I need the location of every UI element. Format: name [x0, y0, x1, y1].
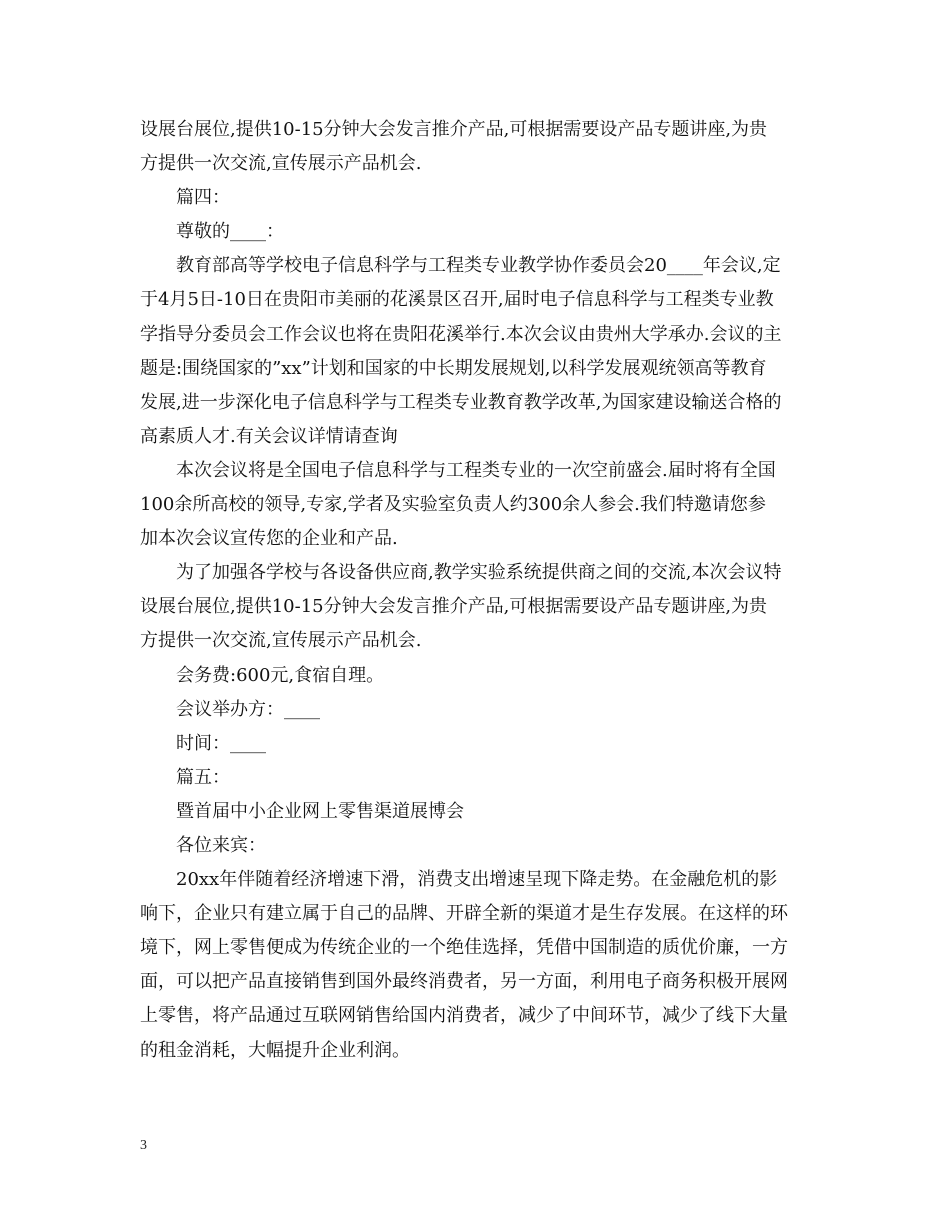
text-line: 的租金消耗，大幅提升企业利润。	[140, 1039, 410, 1061]
text-line: 暨首届中小企业网上零售渠道展博会	[176, 800, 464, 822]
text-line: 方提供一次交流,宣传展示产品机会.	[140, 153, 422, 175]
page-number: 3	[140, 1138, 147, 1153]
text-line: 为了加强各学校与各设备供应商,教学实验系统提供商之间的交流,本次会议特	[176, 562, 782, 584]
text-line: 境下，网上零售便成为传统企业的一个绝佳选择，凭借中国制造的质优价廉，一方	[140, 937, 788, 959]
text-line: 学指导分委员会工作会议也将在贵阳花溪举行.本次会议由贵州大学承办.会议的主	[140, 323, 782, 345]
text-line: 篇五：	[176, 766, 230, 788]
text-line: 面，可以把产品直接销售到国外最终消费者，另一方面，利用电子商务积极开展网	[140, 971, 788, 993]
text-line: 发展,进一步深化电子信息科学与工程类专业教育教学改革,为国家建设输送合格的	[140, 391, 782, 413]
text-line: 高素质人才.有关会议详情请查询	[140, 425, 398, 447]
text-line: 上零售，将产品通过互联网销售给国内消费者，减少了中间环节，减少了线下大量	[140, 1005, 788, 1027]
text-line: 设展台展位,提供10-15分钟大会发言推介产品,可根据需要设产品专题讲座,为贵	[140, 119, 768, 140]
text-line: 会议举办方：____	[176, 698, 320, 720]
text-line: 设展台展位,提供10-15分钟大会发言推介产品,可根据需要设产品专题讲座,为贵	[140, 596, 768, 618]
text-line: 时间：____	[176, 732, 266, 754]
text-line: 尊敬的____：	[176, 221, 284, 243]
text-line: 各位来宾：	[176, 834, 266, 856]
text-line: 20xx年伴随着经济增速下滑，消费支出增速呈现下降走势。在金融危机的影	[176, 869, 778, 891]
text-line: 教育部高等学校电子信息科学与工程类专业教学协作委员会20____年会议,定	[176, 255, 781, 277]
text-line: 题是:围绕国家的”xx”计划和国家的中长期发展规划,以科学发展观统领高等教育	[140, 357, 767, 379]
text-line: 于4月5日-10日在贵阳市美丽的花溪景区召开,届时电子信息科学与工程类专业教	[140, 289, 774, 311]
text-line: 篇四：	[176, 187, 230, 209]
document-body	[140, 113, 812, 1068]
text-line: 本次会议将是全国电子信息科学与工程类专业的一次空前盛会.届时将有全国	[176, 459, 776, 481]
text-line: 100余所高校的领导,专家,学者及实验室负责人约300余人参会.我们特邀请您参	[140, 494, 766, 516]
text-line: 响下，企业只有建立属于自己的品牌、开辟全新的渠道才是生存发展。在这样的环	[140, 903, 788, 925]
text-line: 会务费:600元,食宿自理。	[176, 664, 385, 686]
text-line: 方提供一次交流,宣传展示产品机会.	[140, 630, 422, 652]
text-line: 加本次会议宣传您的企业和产品.	[140, 528, 398, 550]
